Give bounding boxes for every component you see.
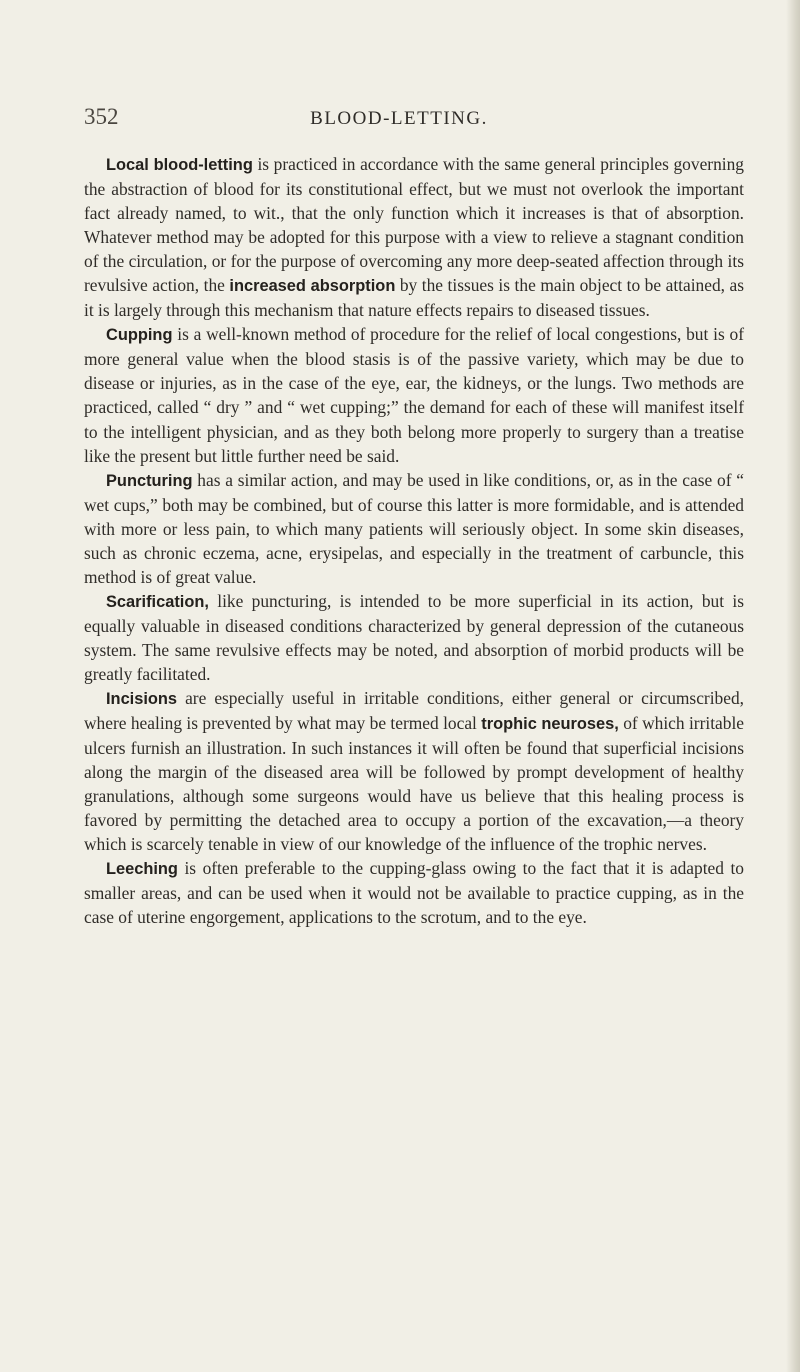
paragraph-text: is a well-known method of procedure for the relief of local congestions, but is of more general value when the blood stasis is of the passive variety, which may be due to disease or injuries, as in the case of the eye, ear, the kidneys, or the lungs. Two methods are practiced, called “ dry ” and “ wet cupping;” the demand for each of these will manifest itself to the intelligent physician, and as they both belong more properly to surgery than a treatise like the present but little further need be said. — [84, 324, 744, 466]
paragraph-text: are especially useful in irritable conditions, either general or circumscribed, where healing is prevented by what may be termed local — [84, 688, 744, 734]
paragraph-text: is often preferable to the cupping-glass owing to the fact that it is adapted to smaller areas, and can be used when it would not be available to practice cupping, as in the case of uterine engorgement, applications to the scrotum, and to the eye. — [84, 858, 744, 928]
paragraph-local-blood-letting — [84, 152, 744, 322]
side-heading: Leeching — [106, 860, 178, 879]
paragraph-text: has a similar action, and may be used in like conditions, or, as in the case of “ wet cups,” both may be combined, but of course this latter is more formidable, and is attended with more or less pain, to which many patients will seriously object. In some skin diseases, such as chronic eczema, acne, erysipelas, and especially in the treatment of carbuncle, this method is of great value. — [84, 469, 744, 587]
page-header — [70, 104, 728, 134]
paragraph-text: is practiced in accordance with the same general principles governing the abstraction of blood for its constitutional effect, but we must not overlook the important fact already named, to wit., that the only function which it increases is that of absorption. Whatever method may be adopted for this purpose with a view to relieve a stagnant condition of the circulation, or for the purpose of overcoming any more deep-seated affection through its revulsive action, the — [84, 154, 744, 296]
page-number: 352 — [84, 104, 119, 129]
page-edge-shadow — [786, 0, 800, 1372]
side-heading: Incisions — [106, 690, 178, 709]
body-text — [84, 152, 744, 930]
side-heading: Scarification, — [106, 592, 209, 611]
paragraph-text: by the tissues is the main object to be attained, as it is largely through this mechanism that nature effects repairs to diseased tissues. — [84, 275, 744, 321]
paragraph-cupping — [84, 322, 744, 467]
side-heading: Cupping — [106, 326, 173, 345]
paragraph-incisions — [84, 686, 744, 856]
paragraph-text: like puncturing, is intended to be more superficial in its action, but is equally valuable in diseased conditions characterized by general depression of the cutaneous system. The same revulsive effects may be noted, and absorption of morbid products will be greatly facilitated. — [84, 590, 744, 684]
paragraph-scarification — [84, 589, 744, 686]
side-heading: Local blood-letting — [106, 156, 253, 174]
paragraph-leeching — [84, 856, 744, 929]
side-heading: Puncturing — [106, 471, 193, 490]
side-heading: trophic neuroses, — [481, 715, 619, 734]
side-heading: increased absorption — [229, 277, 396, 296]
running-head: BLOOD-LETTING. — [310, 108, 488, 129]
paragraph-text: of which irritable ulcers furnish an illustration. In such instances it will often be found that superficial incisions along the margin of the diseased area will be followed by prompt development of healthy granulations, although some surgeons would have us believe that this healing process is favored by permitting the detached area to occupy a portion of the excavation,—a theory which is scarcely tenable in view of our knowledge of the influence of the trophic nerves. — [84, 713, 744, 855]
paragraph-puncturing — [84, 468, 744, 589]
